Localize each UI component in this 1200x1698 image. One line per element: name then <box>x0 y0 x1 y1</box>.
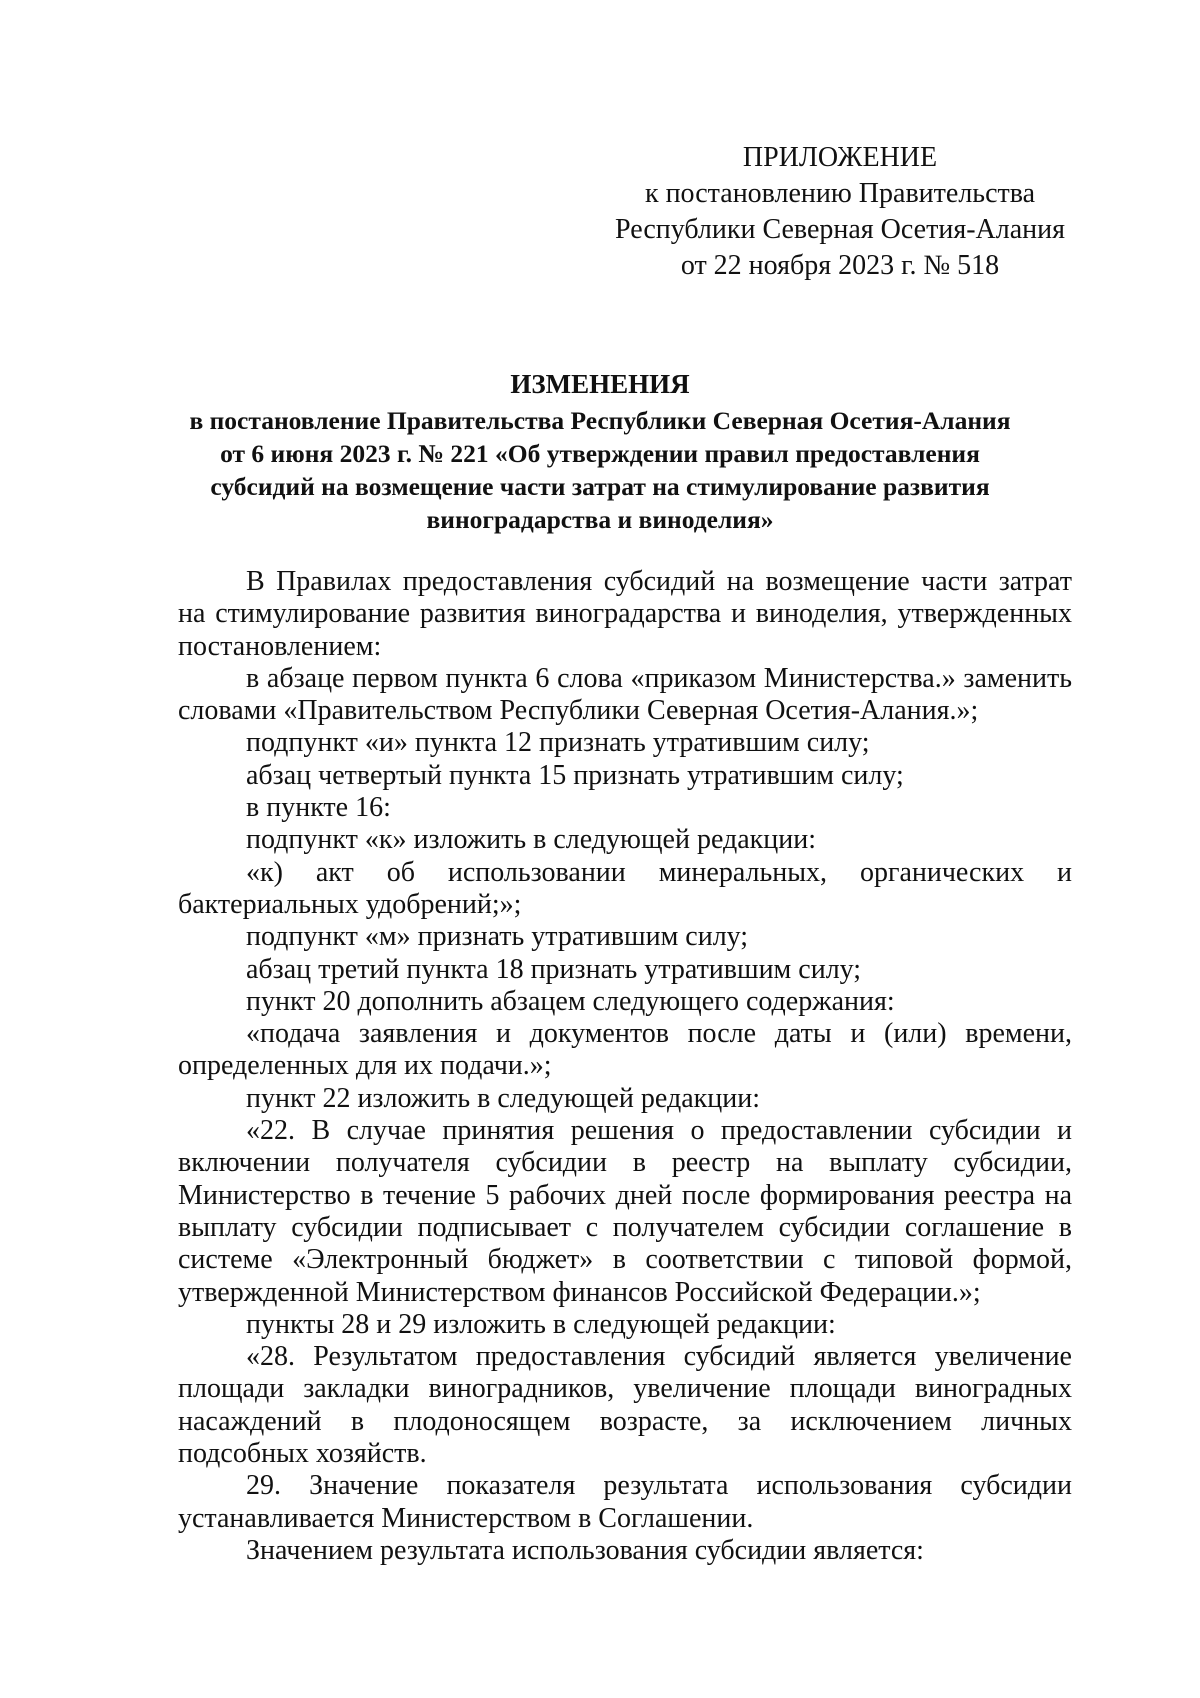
title-line: в постановление Правительства Республики Северная Осетия-Алания <box>189 406 1011 435</box>
body-paragraph: подпункт «м» признать утратившим силу; <box>246 921 749 953</box>
body-paragraph: в абзаце первом пункта 6 слова «приказом Министерства.» заменить словами «Правительством Республики Северная Осетия-Алания.»; <box>178 662 1072 727</box>
body-paragraph: «22. В случае принятия решения о предоставлении субсидии и включении получателя субсидии в реестр на выплату субсидии, Министерство в течение 5 рабочих дней после формирования реестра на выплату субсидии подписывает с получателем субсидии соглашение в системе «Электронный бюджет» в соответствии с типовой формой, утвержденной Министерством финансов Российской Федерации.»; <box>178 1115 1072 1308</box>
body-paragraph: в пункте 16: <box>246 792 391 824</box>
body-paragraph: «подача заявления и документов после даты и (или) времени, определенных для их подачи.»; <box>178 1018 1072 1082</box>
body-paragraph: абзац четвертый пункта 15 признать утратившим силу; <box>246 759 904 791</box>
body-paragraph: абзац третий пункта 18 признать утратившим силу; <box>246 953 862 985</box>
title-line: субсидий на возмещение части затрат на стимулирование развития <box>210 472 990 501</box>
body-paragraph: 29. Значение показателя результата использования субсидии устанавливается Министерством в Соглашении. <box>178 1470 1072 1534</box>
body-paragraph: подпункт «к» изложить в следующей редакции: <box>246 824 817 856</box>
appendix-label: ПРИЛОЖЕНИЕ <box>742 142 938 173</box>
body-paragraph: подпункт «и» пункта 12 признать утратившим силу; <box>246 727 870 759</box>
appendix-header <box>600 140 1080 284</box>
document-title <box>160 366 1040 536</box>
appendix-date-number: от 22 ноября 2023 г. № 518 <box>680 250 1000 281</box>
title-heading: ИЗМЕНЕНИЯ <box>510 369 690 399</box>
title-line: от 6 июня 2023 г. № 221 «Об утверждении правил предоставления <box>220 439 980 468</box>
appendix-line: к постановлению Правительства <box>644 178 1036 209</box>
body-paragraph: пункт 20 дополнить абзацем следующего содержания: <box>246 985 895 1017</box>
body-paragraph: Значением результата использования субсидии является: <box>246 1534 924 1566</box>
body-paragraph: «28. Результатом предоставления субсидий является увеличение площади закладки виноградников, увеличение площади виноградных насаждений в плодоносящем возрасте, за исключением личных подсобных хозяйств. <box>178 1341 1072 1470</box>
document-body <box>178 566 1072 1567</box>
title-line: виноградарства и виноделия» <box>426 505 774 534</box>
body-paragraph: «к) акт об использовании минеральных, органических и бактериальных удобрений;»; <box>178 856 1072 920</box>
body-paragraph: пункты 28 и 29 изложить в следующей редакции: <box>246 1308 836 1340</box>
appendix-line: Республики Северная Осетия-Алания <box>615 214 1065 245</box>
body-paragraph: В Правилах предоставления субсидий на возмещение части затрат на стимулирование развития виноградарства и виноделия, утвержденных постановлением: <box>178 566 1072 662</box>
body-paragraph: пункт 22 изложить в следующей редакции: <box>246 1082 760 1114</box>
